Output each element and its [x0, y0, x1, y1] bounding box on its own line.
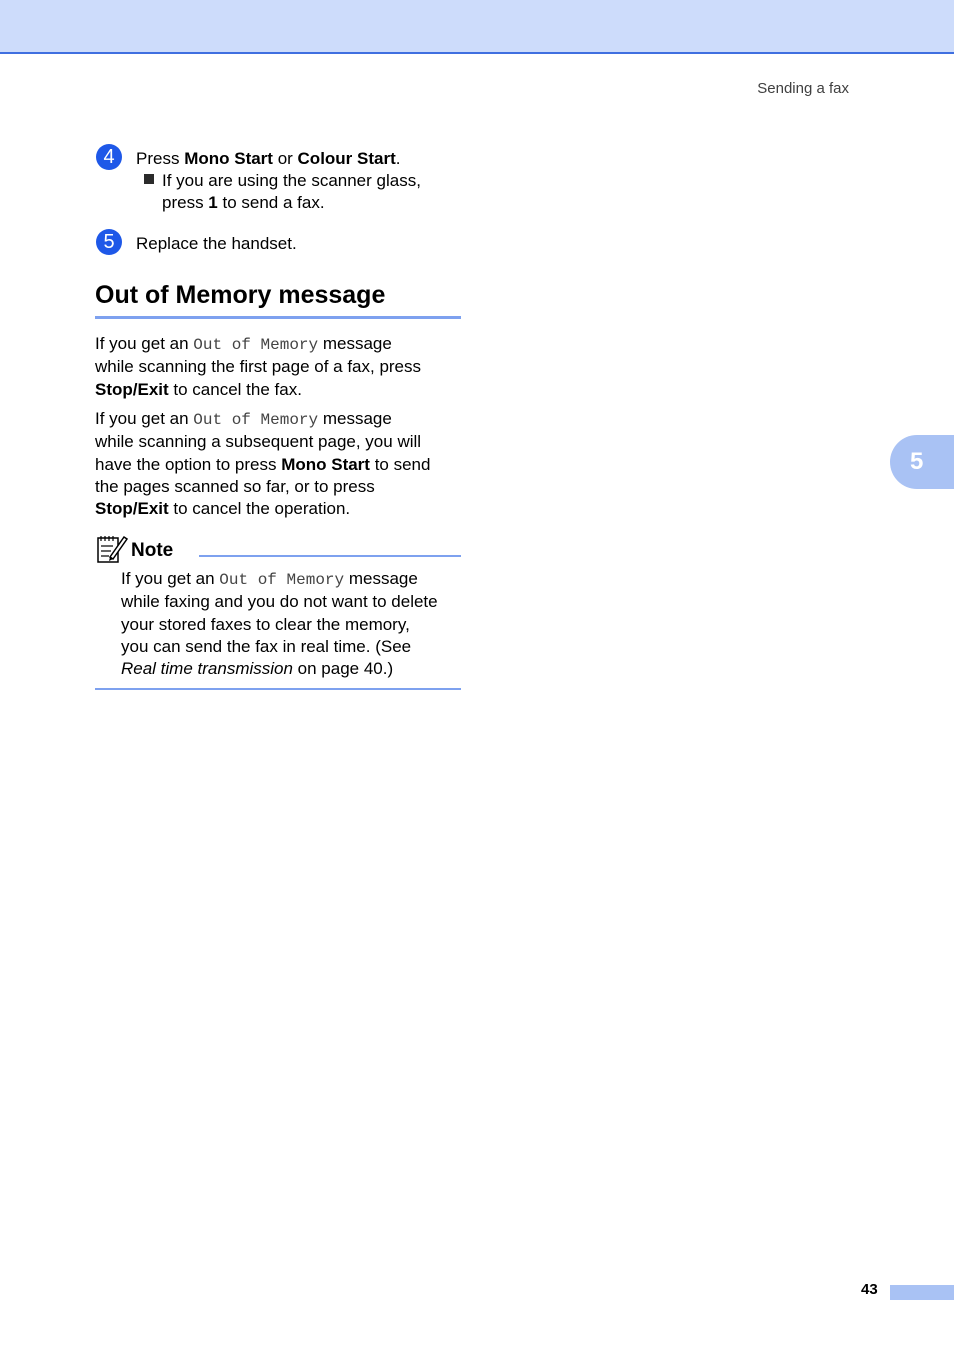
lcd-message: Out of Memory: [193, 336, 319, 354]
bullet-line-2-pre: press: [162, 193, 209, 212]
paragraph-1: [95, 333, 421, 401]
note-pad-icon: [96, 533, 128, 565]
title-underline: [95, 316, 461, 319]
note-bottom-rule: [95, 688, 461, 690]
page-number: 43: [861, 1281, 878, 1298]
paragraph-2: [95, 408, 430, 520]
note-text: [121, 568, 438, 680]
mono-start-key: Mono Start: [281, 454, 370, 474]
note-line-3: your stored faxes to clear the memory,: [121, 614, 410, 634]
para-2-line-3-pre: have the option to press: [95, 454, 282, 474]
note-top-rule: [199, 555, 461, 557]
para-2-line-3-post: to send: [369, 454, 431, 474]
para-2-post: message: [318, 409, 392, 428]
para-2-line-4: the pages scanned so far, or to press: [95, 476, 375, 496]
mono-start-key: Mono Start: [184, 149, 273, 168]
note-label: Note: [131, 540, 174, 561]
note-tail: on page 40.): [292, 659, 394, 679]
square-bullet-icon: [144, 174, 154, 184]
para-1-tail: to cancel the fax.: [168, 379, 302, 399]
top-header-band: [0, 0, 954, 54]
running-header: Sending a fax: [757, 80, 849, 97]
para-1-line-2: while scanning the first page of a fax, press: [95, 357, 422, 377]
note-post: message: [344, 569, 418, 588]
note-line-2: while faxing and you do not want to delete: [121, 592, 438, 612]
stop-exit-key: Stop/Exit: [95, 379, 169, 399]
cross-reference-link[interactable]: Real time transmission: [121, 659, 293, 679]
step-5-text: Replace the handset.: [136, 234, 297, 253]
step-4-text: [136, 148, 401, 170]
bullet-line-1: If you are using the scanner glass,: [162, 171, 421, 190]
lcd-message: Out of Memory: [193, 411, 319, 429]
step-4-text-press: Press: [136, 149, 185, 168]
step-4-bullet-text: [162, 170, 421, 214]
section-title: Out of Memory message: [95, 281, 386, 309]
para-2-line-2: while scanning a subsequent page, you will: [95, 432, 422, 452]
para-1-post: message: [318, 334, 392, 353]
para-1-pre: If you get an: [95, 334, 194, 353]
para-2-pre: If you get an: [95, 409, 194, 428]
step-4-text-or: or: [272, 149, 298, 168]
bullet-line-2-post: to send a fax.: [217, 193, 325, 212]
stop-exit-key: Stop/Exit: [95, 499, 169, 519]
page-number-tab: [890, 1285, 954, 1300]
lcd-message: Out of Memory: [219, 571, 345, 589]
step-number-badge: 4: [96, 144, 122, 170]
step-number-badge: 5: [96, 229, 122, 255]
note-line-4: you can send the fax in real time. (See: [121, 636, 412, 656]
colour-start-key: Colour Start: [297, 149, 396, 168]
step-4-text-period: .: [395, 149, 401, 168]
key-1: 1: [208, 193, 218, 212]
chapter-tab: 5: [890, 435, 954, 489]
note-pre: If you get an: [121, 569, 220, 588]
para-2-line-5-post: to cancel the operation.: [168, 499, 351, 519]
